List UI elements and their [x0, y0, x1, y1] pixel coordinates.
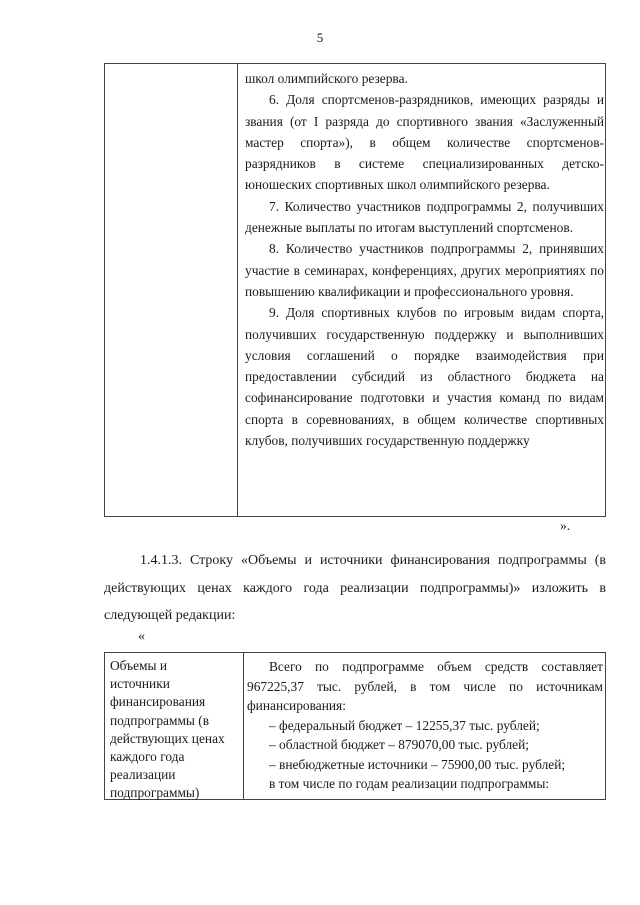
label-line: подпрограммы (в	[110, 712, 210, 728]
federal-budget-line: – федеральный бюджет – 12255,37 тыс. рублей;	[269, 717, 540, 733]
indicator-item-6: 6. Доля спортсменов-разрядников, имеющих разряды и звания (от I разряда до спортивного звания «Заслуженный мастер спорта»), в общем количестве спортсменов-разрядников в системе специализированных детско-юношеских спортивных школ олимпийского резерва.	[245, 92, 604, 193]
indicator-item-7: 7. Количество участников подпрограммы 2, получивших денежные выплаты по итогам выступлений спортсменов.	[245, 198, 604, 236]
financing-table	[104, 652, 606, 800]
label-line: источники	[110, 676, 170, 692]
page-number: 5	[316, 30, 324, 45]
indicator-item-5-end: школ олимпийского резерва.	[245, 71, 408, 86]
indicators-table	[104, 63, 606, 517]
financing-total: Всего по подпрограмме объем средств составляет 967225,37 тыс. рублей, в том числе по источникам финансирования:	[247, 659, 603, 713]
indicator-item-8: 8. Количество участников подпрограммы 2, принявших участие в семинарах, конференциях, других мероприятиях по повышению квалификации и профессионального уровня.	[245, 241, 604, 299]
label-line: реализации	[110, 767, 176, 783]
by-years-line: в том числе по годам реализации подпрограммы:	[269, 776, 550, 791]
financing-label-cell	[110, 657, 240, 803]
label-line: финансирования	[110, 694, 206, 710]
column-divider	[237, 64, 238, 516]
opening-quote: «	[138, 629, 145, 644]
regional-budget-line: – областной бюджет – 879070,00 тыс. рублей;	[269, 737, 529, 752]
label-line: подпрограммы)	[110, 785, 200, 801]
closing-quote: ».	[560, 518, 571, 533]
indicators-cell	[245, 68, 604, 451]
label-line: Объемы и	[110, 658, 168, 673]
label-line: действующих ценах	[110, 730, 225, 746]
extrabudgetary-line: – внебюджетные источники – 75900,00 тыс. рублей;	[269, 756, 566, 772]
amendment-paragraph: 1.4.1.3. Строку «Объемы и источники финансирования подпрограммы (в действующих ценах каждого года реализации подпрограммы)» изложить в следующей редакции:	[104, 553, 606, 623]
label-line: каждого года	[110, 749, 185, 765]
column-divider	[243, 653, 244, 799]
indicator-item-9: 9. Доля спортивных клубов по игровым видам спорта, получивших государственную поддержку и выполнивших условия соглашений о порядке взаимодействия при предоставлении субсидий из областного бюджета на софинансирование подготовки и участия команд по видам спорта в соревнованиях, в общем количестве спортивных клубов, получивших государственную поддержку	[245, 305, 604, 449]
financing-value-cell	[247, 657, 603, 794]
